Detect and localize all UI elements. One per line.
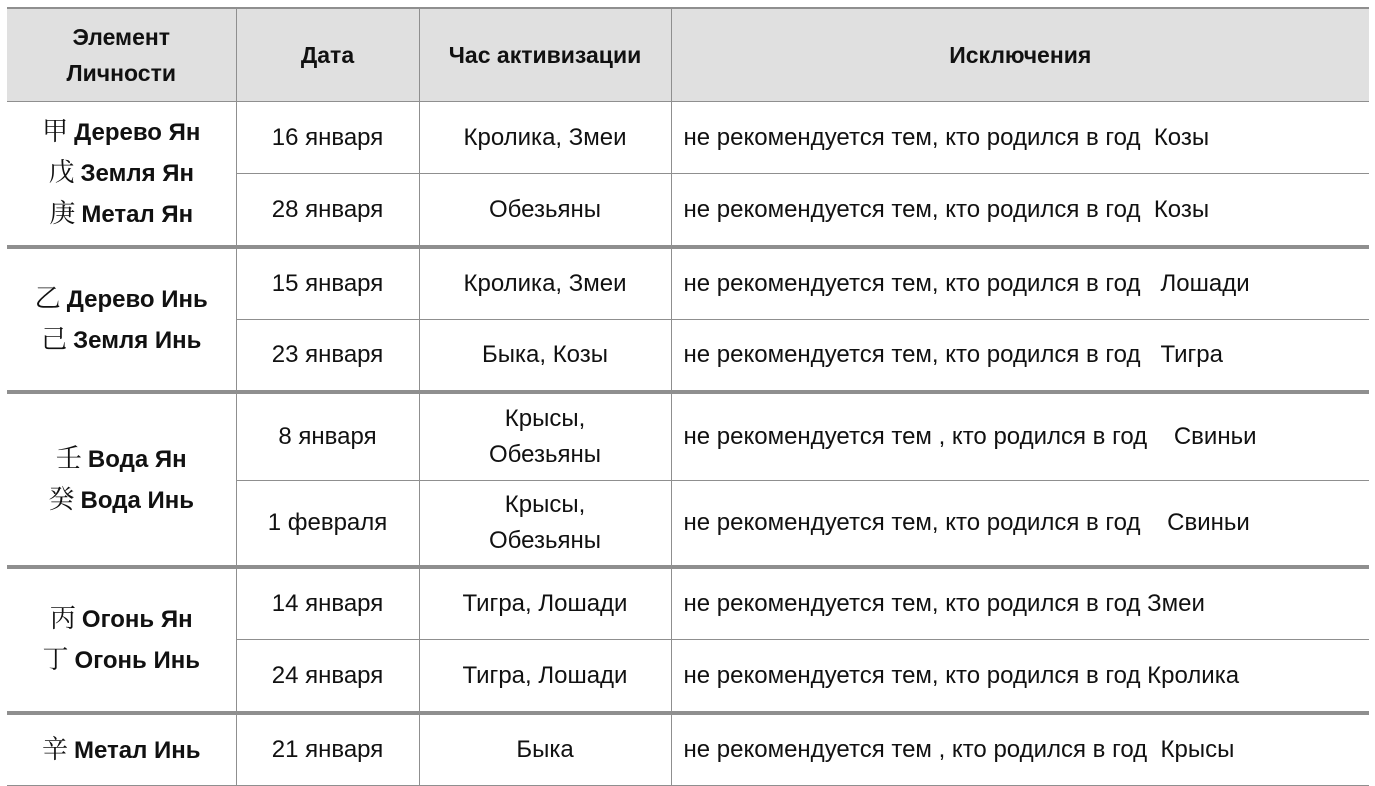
date-cell: 14 января [236,567,419,640]
table-row [7,247,1369,320]
element-name: Метал Ян [81,201,194,228]
element-entry [7,599,236,640]
exception-cell: не рекомендуется тем, кто родился в год Кролика [671,640,1369,714]
element-name: Земля Ян [80,160,194,187]
element-glyph: 己 [41,324,68,355]
hour-cell: Кролика, Змеи [419,102,671,174]
element-glyph: 癸 [48,484,75,515]
element-glyph: 丙 [49,604,76,634]
element-cell [7,102,236,248]
element-cell [7,567,236,713]
date-cell: 1 февраля [236,481,419,568]
hour-cell: Обезьяны [419,174,671,248]
element-cell [7,392,236,567]
element-glyph: 壬 [55,443,82,474]
hour-cell: Кролика, Змеи [419,247,671,320]
exception-cell: не рекомендуется тем, кто родился в год Тигра [671,320,1369,393]
element-cell [7,713,236,786]
element-entry [7,279,236,320]
element-name: Огонь Инь [74,647,200,674]
date-cell: 21 января [236,713,419,786]
date-cell: 24 января [236,640,419,714]
hour-line: Обезьяны [489,441,601,468]
date-cell: 23 января [236,320,419,393]
element-entry [7,640,236,681]
exception-cell: не рекомендуется тем, кто родился в год Лошади [671,247,1369,320]
element-glyph: 戊 [48,158,75,188]
element-name: Дерево Инь [66,285,208,313]
date-cell: 16 января [236,102,419,174]
element-name: Вода Инь [80,486,194,514]
header-element-line-2: Личности [66,60,176,86]
hour-cell [419,392,671,481]
element-glyph: 丁 [42,645,69,675]
element-name: Земля Инь [73,326,202,354]
exception-cell: не рекомендуется тем, кто родился в год Козы [671,102,1369,174]
hour-cell: Тигра, Лошади [419,567,671,640]
date-cell: 8 января [236,392,419,481]
activation-table [7,7,1369,786]
element-glyph: 辛 [41,734,68,765]
element-entry [7,730,236,771]
element-name: Огонь Ян [81,606,193,633]
date-cell: 28 января [236,174,419,248]
exception-cell: не рекомендуется тем , кто родился в год Свиньи [671,392,1369,481]
hour-cell: Тигра, Лошади [419,640,671,714]
element-entry [7,112,236,153]
header-row [7,8,1369,102]
hour-cell: Быка [419,713,671,786]
exception-cell: не рекомендуется тем, кто родился в год Змеи [671,567,1369,640]
element-entry [7,480,236,521]
element-name: Дерево Ян [74,119,201,146]
hour-line: Крысы, [504,405,586,432]
element-entry [7,439,236,480]
element-entry [7,320,236,361]
element-entry [7,153,236,194]
element-glyph: 乙 [34,283,61,314]
element-cell [7,247,236,392]
table-row [7,567,1369,640]
header-date: Дата [236,8,419,102]
element-name: Вода Ян [87,445,187,473]
table-row [7,392,1369,481]
element-glyph: 庚 [49,199,76,229]
header-element [7,8,236,102]
hour-cell [419,481,671,568]
table-row [7,102,1369,174]
exception-cell: не рекомендуется тем, кто родился в год Свиньи [671,481,1369,568]
exception-cell: не рекомендуется тем , кто родился в год Крысы [671,713,1369,786]
date-cell: 15 января [236,247,419,320]
hour-line: Крысы, [504,491,586,518]
element-glyph: 甲 [42,117,69,147]
header-element-line-1: Элемент [72,24,171,50]
header-exceptions: Исключения [671,8,1369,102]
hour-cell: Быка, Козы [419,320,671,393]
table-row [7,713,1369,786]
hour-line: Обезьяны [489,527,601,554]
element-entry [7,194,236,235]
header-hour: Час активизации [419,8,671,102]
element-name: Метал Инь [73,736,201,764]
exception-cell: не рекомендуется тем, кто родился в год Козы [671,174,1369,248]
